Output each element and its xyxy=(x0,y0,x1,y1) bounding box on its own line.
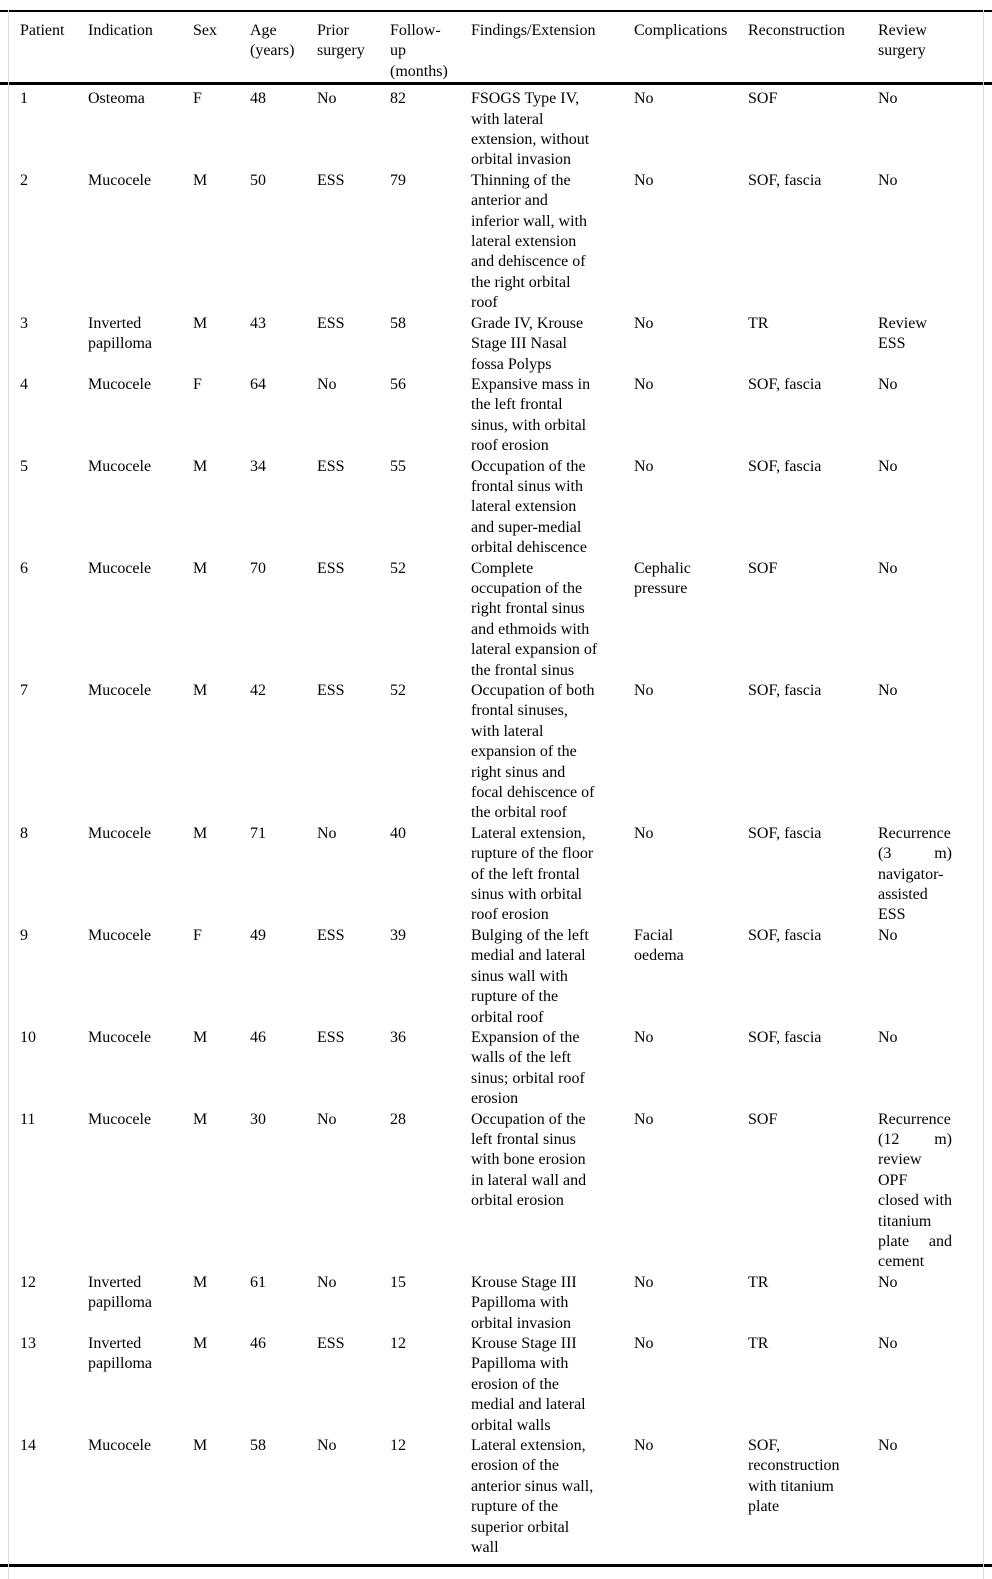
table-body xyxy=(0,84,992,1566)
table-cell: M xyxy=(193,1028,208,1046)
table-row xyxy=(0,314,992,375)
table-cell: No xyxy=(878,1028,898,1046)
table-cell: FSOGS Type IV, with lateral extension, without orbital invasion xyxy=(471,90,590,169)
table-cell: 2 xyxy=(20,171,28,189)
table-cell: Mucocele xyxy=(88,682,152,699)
table-row xyxy=(0,824,992,926)
table-cell: SOF, reconstruction with titanium plate xyxy=(748,1437,840,1516)
table-cell: No xyxy=(634,457,654,475)
table-cell: 12 xyxy=(390,1335,406,1352)
column-header-prior-surgery: Prior surgery xyxy=(317,12,390,84)
table-cell: 71 xyxy=(250,824,266,842)
table-cell: Mucocele xyxy=(88,375,152,393)
table-cell: 30 xyxy=(250,1110,266,1128)
table-cell: No xyxy=(878,375,898,393)
table-row xyxy=(0,1028,992,1110)
table-cell: No xyxy=(317,1110,337,1128)
table-row xyxy=(0,1334,992,1436)
column-header-patient: Patient xyxy=(0,12,88,84)
page-edge-right xyxy=(983,10,984,1579)
table-cell: No xyxy=(317,1437,337,1455)
table-cell: 12 xyxy=(390,1437,406,1455)
table-cell: TR xyxy=(748,1273,769,1291)
column-header-complications: Complications xyxy=(634,12,748,84)
table-cell: 50 xyxy=(250,171,266,189)
table-cell: SOF, fascia xyxy=(748,171,822,189)
table-cell: Mucocele xyxy=(88,824,152,842)
table-cell: No xyxy=(634,314,654,332)
table-cell: M xyxy=(193,171,208,189)
table-cell: 28 xyxy=(390,1110,406,1128)
table-cell: TR xyxy=(748,314,769,332)
table-cell: 56 xyxy=(390,375,406,393)
table-cell: M xyxy=(193,1437,208,1455)
table-cell: M xyxy=(193,1335,208,1352)
column-header-reconstruction: Reconstruction xyxy=(748,12,878,84)
table-cell: SOF, fascia xyxy=(748,926,822,944)
table-cell: No xyxy=(634,1028,654,1046)
table-cell: SOF, fascia xyxy=(748,457,822,475)
table-cell: Occupation of both frontal sinuses, with lateral expansion of the right sinus and focal dehiscence of the orbital roof xyxy=(471,682,595,822)
table-cell: No xyxy=(878,90,898,108)
table-cell: F xyxy=(193,375,202,393)
table-cell: Mucocele xyxy=(88,559,152,577)
table-cell: Mucocele xyxy=(88,926,152,944)
table-cell: Mucocele xyxy=(88,1028,152,1046)
table-cell: Grade IV, Krouse Stage III Nasal fossa Polyps xyxy=(471,314,584,373)
table-cell: ESS xyxy=(317,682,345,699)
table-cell: Occupation of the left frontal sinus with bone erosion in lateral wall and orbital erosion xyxy=(471,1110,587,1210)
table-cell: SOF, fascia xyxy=(748,1028,822,1046)
table-cell: No xyxy=(878,559,898,577)
table-cell: No xyxy=(878,457,898,475)
table-cell: 15 xyxy=(390,1273,406,1291)
table-cell: 36 xyxy=(390,1028,406,1046)
table-cell: Inverted papilloma xyxy=(88,1273,152,1312)
table-cell: 9 xyxy=(20,926,28,944)
table-cell: ESS xyxy=(317,171,345,189)
table-cell: Mucocele xyxy=(88,171,152,189)
table-cell: No xyxy=(317,824,337,842)
table-cell: No xyxy=(634,1273,654,1291)
table-cell: M xyxy=(193,824,208,842)
table-cell: 1 xyxy=(20,90,28,108)
table-cell: Facial oedema xyxy=(634,926,684,965)
table-cell: 79 xyxy=(390,171,406,189)
table-cell: Mucocele xyxy=(88,1110,152,1128)
table-cell: Cephalic pressure xyxy=(634,559,691,597)
page-edge-left xyxy=(8,10,9,1579)
table-cell: No xyxy=(317,1273,337,1291)
table-cell: 52 xyxy=(390,682,406,699)
table-cell: 3 xyxy=(20,314,28,332)
table-cell: No xyxy=(878,171,898,189)
table-cell: Expansion of the walls of the left sinus; orbital roof erosion xyxy=(471,1028,585,1108)
table-cell: ESS xyxy=(317,926,345,944)
table-cell: SOF xyxy=(748,90,778,108)
table-cell: 55 xyxy=(390,457,406,475)
table-cell: No xyxy=(878,1437,898,1455)
table-cell: 82 xyxy=(390,90,406,108)
table-row xyxy=(0,1110,992,1273)
table-cell: 5 xyxy=(20,457,28,475)
header-row xyxy=(0,12,992,84)
table-cell: No xyxy=(634,824,654,842)
table-cell: TR xyxy=(748,1335,769,1352)
table-cell: 8 xyxy=(20,824,28,842)
table-cell: 64 xyxy=(250,375,266,393)
table-cell: ESS xyxy=(317,559,345,577)
table-row xyxy=(0,457,992,559)
column-header-sex: Sex xyxy=(193,12,250,84)
column-header-review-surgery: Review surgery xyxy=(878,12,992,84)
table-row xyxy=(0,926,992,1028)
table-cell: No xyxy=(634,1110,654,1128)
table-cell: 10 xyxy=(20,1028,36,1046)
table-cell: Krouse Stage III Papilloma with orbital invasion xyxy=(471,1273,577,1332)
table-cell: SOF xyxy=(748,559,778,577)
table-cell: 46 xyxy=(250,1335,266,1352)
table-cell: M xyxy=(193,559,208,577)
table-cell: No xyxy=(878,1273,898,1291)
table-row xyxy=(0,375,992,457)
table-cell: ESS xyxy=(317,457,345,475)
table-cell: Mucocele xyxy=(88,1437,152,1455)
table-cell: 7 xyxy=(20,682,28,699)
table-cell: F xyxy=(193,90,202,108)
table-cell: 14 xyxy=(20,1437,36,1455)
table-cell: F xyxy=(193,926,202,944)
table-cell: ESS xyxy=(317,1028,345,1046)
table-cell: No xyxy=(878,926,898,944)
column-header-indication: Indication xyxy=(88,12,193,84)
table-cell: 40 xyxy=(390,824,406,842)
table-cell: 43 xyxy=(250,314,266,332)
table-header xyxy=(0,12,992,84)
table-cell: SOF, fascia xyxy=(748,824,822,842)
table-row xyxy=(0,1436,992,1566)
table-cell: 39 xyxy=(390,926,406,944)
table-cell: Recurrence (3 m) navigator-assisted ESS xyxy=(878,824,952,924)
table-cell: 70 xyxy=(250,559,266,577)
table-cell: No xyxy=(878,1335,898,1352)
table-cell: Krouse Stage III Papilloma with erosion of the medial and lateral orbital walls xyxy=(471,1335,586,1434)
table-cell: No xyxy=(634,682,654,699)
table-cell: Mucocele xyxy=(88,457,152,475)
table-cell: M xyxy=(193,1273,208,1291)
table-row xyxy=(0,1273,992,1334)
table-cell: Inverted papilloma xyxy=(88,314,152,353)
table-cell: Expansive mass in the left frontal sinus, with orbital roof erosion xyxy=(471,375,591,455)
table-cell: 58 xyxy=(250,1437,266,1455)
table-cell: 46 xyxy=(250,1028,266,1046)
table-cell: Osteoma xyxy=(88,90,145,108)
table-cell: Recurrence (12 m) review OPF closed with titanium plate and cement xyxy=(878,1110,952,1271)
table-cell: ESS xyxy=(317,1335,345,1352)
table-cell: Complete occupation of the right frontal sinus and ethmoids with lateral expansion of the frontal sinus xyxy=(471,559,598,679)
table-cell: 58 xyxy=(390,314,406,332)
table-cell: M xyxy=(193,457,208,475)
table-cell: Lateral extension, rupture of the floor of the left frontal sinus with orbital roof erosion xyxy=(471,824,594,924)
table-cell: 42 xyxy=(250,682,266,699)
table-cell: Review ESS xyxy=(878,314,927,353)
column-header-follow-up: Follow-up (months) xyxy=(390,12,471,84)
table-cell: No xyxy=(634,171,654,189)
table-cell: 52 xyxy=(390,559,406,577)
table-cell: 12 xyxy=(20,1273,36,1291)
table-cell: 6 xyxy=(20,559,28,577)
table-cell: Thinning of the anterior and inferior wall, with lateral extension and dehiscence of the right orbital roof xyxy=(471,171,587,312)
table-row xyxy=(0,171,992,314)
table-cell: 34 xyxy=(250,457,266,475)
table-cell: Inverted papilloma xyxy=(88,1335,152,1373)
table-cell: No xyxy=(634,375,654,393)
table-cell: 49 xyxy=(250,926,266,944)
table-cell: No xyxy=(878,682,898,699)
table-cell: ESS xyxy=(317,314,345,332)
table-cell: M xyxy=(193,1110,208,1128)
table-cell: Bulging of the left medial and lateral sinus wall with rupture of the orbital roof xyxy=(471,926,589,1026)
table-cell: 61 xyxy=(250,1273,266,1291)
patient-case-table xyxy=(0,12,992,1567)
table-cell: Lateral extension, erosion of the anterior sinus wall, rupture of the superior orbital wall xyxy=(471,1437,594,1557)
table-cell: SOF xyxy=(748,1110,778,1128)
table-cell: No xyxy=(317,375,337,393)
column-header-findings: Findings/Extension xyxy=(471,12,634,84)
table-cell: No xyxy=(317,90,337,108)
table-cell: No xyxy=(634,1335,654,1352)
table-cell: 11 xyxy=(20,1110,36,1128)
table-cell: 48 xyxy=(250,90,266,108)
table-cell: M xyxy=(193,682,208,699)
table-cell: Occupation of the frontal sinus with lateral extension and super-medial orbital dehiscence xyxy=(471,457,587,557)
table-row xyxy=(0,559,992,681)
table-row xyxy=(0,84,992,171)
table-cell: No xyxy=(634,90,654,108)
table-cell: 4 xyxy=(20,375,28,393)
column-header-age: Age (years) xyxy=(250,12,317,84)
table-row xyxy=(0,681,992,824)
table-cell: No xyxy=(634,1437,654,1455)
table-cell: M xyxy=(193,314,208,332)
table-cell: 13 xyxy=(20,1335,36,1352)
table-cell: SOF, fascia xyxy=(748,682,822,699)
table-cell: SOF, fascia xyxy=(748,375,822,393)
